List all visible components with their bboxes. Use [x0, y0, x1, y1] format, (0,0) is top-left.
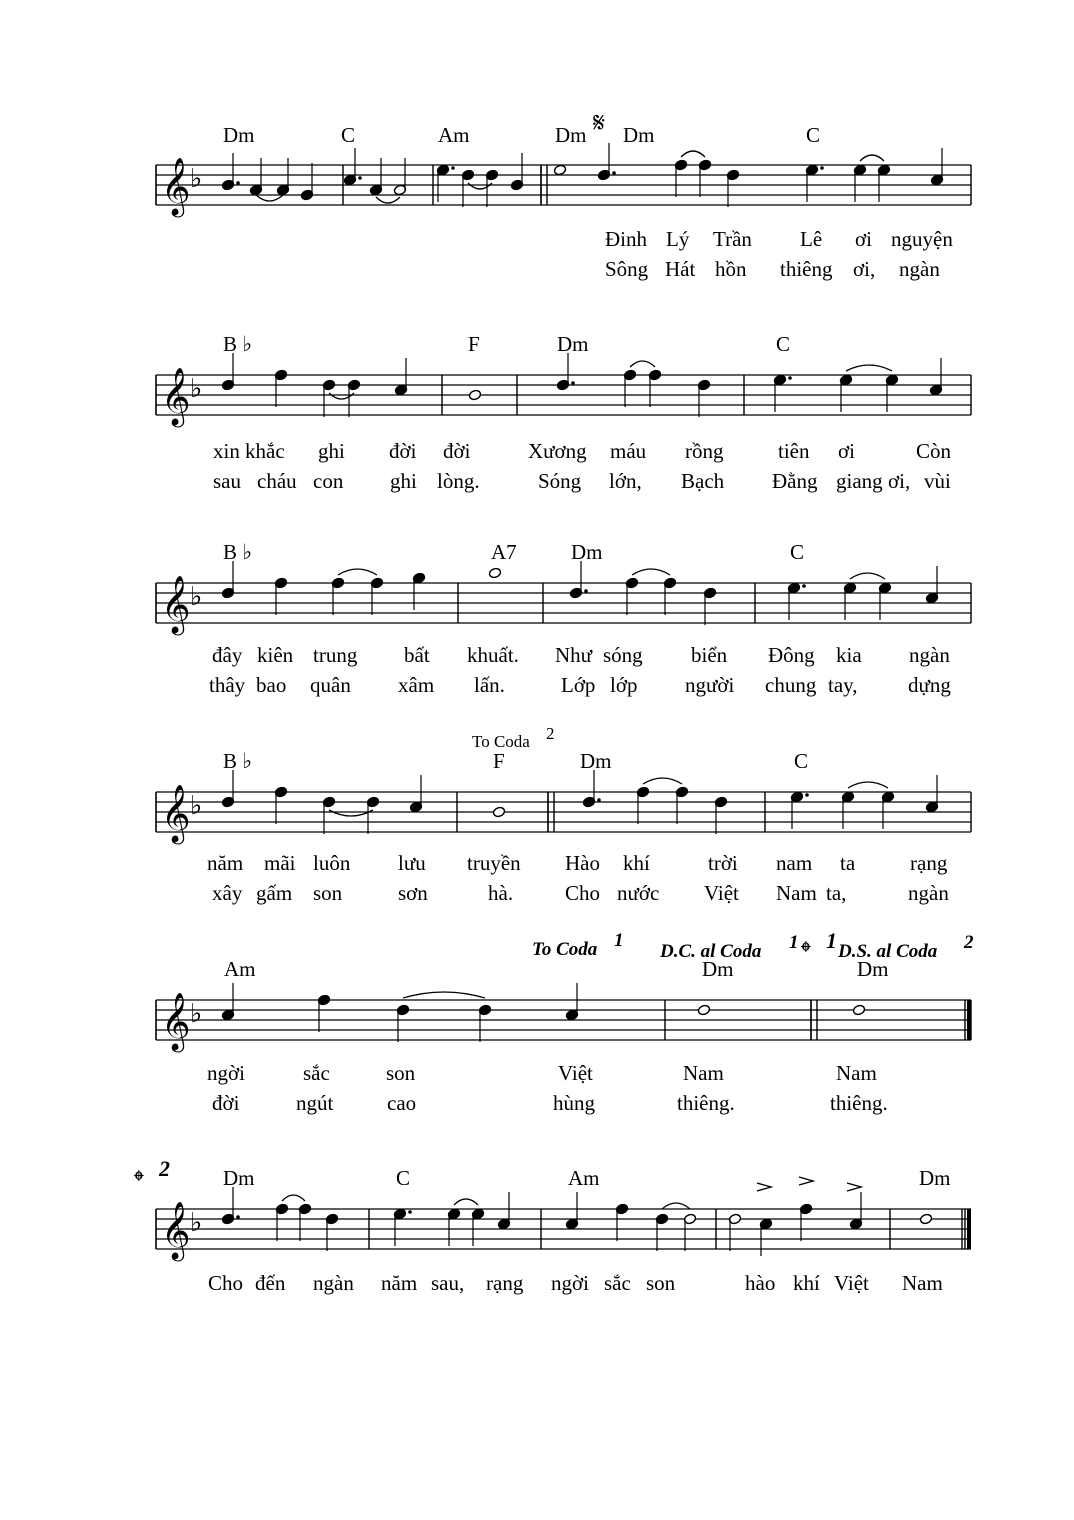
lyric: bất [404, 643, 430, 667]
lyric: sắc [604, 1271, 631, 1295]
chord: A7 [491, 540, 517, 564]
lyric: ngời [207, 1061, 245, 1085]
lyric: vùi [924, 469, 951, 493]
note-dot [597, 798, 601, 802]
coda-number: 2 [159, 1156, 170, 1181]
lyric: Việt [704, 881, 739, 905]
lyric: hùng [553, 1091, 595, 1115]
tie [662, 1203, 690, 1209]
lyric: tay, [828, 673, 858, 697]
ds-al-coda-superscript: 2 [964, 932, 974, 953]
lyric: khuất. [467, 643, 519, 667]
note-dot [358, 176, 362, 180]
lyric: xin [213, 439, 240, 463]
chord: B ♭ [223, 540, 253, 564]
lyric: Nam [683, 1061, 724, 1085]
lyric: ngàn [313, 1271, 354, 1295]
note-dot [236, 181, 240, 185]
chord: Dm [223, 123, 255, 147]
tie [338, 569, 377, 575]
chord: F [468, 332, 480, 356]
lyric: sơn [398, 881, 428, 905]
note-dot [612, 171, 616, 175]
lyric: máu [610, 439, 647, 463]
note-dot [584, 589, 588, 593]
lyric: ghi [390, 469, 417, 493]
note-head [488, 567, 501, 579]
lyric: ơi [838, 439, 855, 463]
lyric: đời [212, 1091, 240, 1115]
notes [221, 143, 943, 1256]
lyric: ta [840, 851, 856, 875]
lyric: lớn, [609, 469, 642, 493]
lyric: sau, [431, 1271, 465, 1295]
accent-mark [847, 1183, 861, 1191]
chord: C [806, 123, 821, 147]
accent-mark [757, 1183, 771, 1191]
lyric: khí [793, 1271, 820, 1295]
tie [643, 778, 682, 784]
chord: C [396, 1166, 411, 1190]
lyric: kia [836, 643, 862, 667]
note-dot [451, 166, 455, 170]
lyric: đến [255, 1271, 286, 1295]
tie [454, 1199, 478, 1205]
lyric: rạng [910, 851, 948, 875]
chord: Dm [580, 749, 612, 773]
system-4 [207, 724, 949, 905]
lyric: lớp [610, 673, 638, 697]
tie [468, 183, 492, 189]
note-dot [820, 166, 824, 170]
tie [632, 569, 670, 575]
tie [848, 782, 888, 788]
chord: Dm [919, 1166, 951, 1190]
lyric: ngàn [899, 257, 940, 281]
tie [256, 195, 283, 201]
note-dot [802, 584, 806, 588]
lyric: Lớp [561, 673, 596, 697]
treble-clef-icon: 𝄞 [161, 367, 191, 425]
system-5 [207, 928, 974, 1115]
tie [329, 393, 354, 399]
note-dot [408, 1210, 412, 1214]
chord: Am [568, 1166, 600, 1190]
chord: Dm [555, 123, 587, 147]
tie [846, 365, 892, 371]
lyric: Đằng [772, 469, 818, 493]
chord: B ♭ [223, 749, 253, 773]
tie [850, 573, 885, 579]
chord: Am [438, 123, 470, 147]
lyric: gấm [256, 881, 293, 905]
chord: C [776, 332, 791, 356]
to-coda-superscript: 2 [546, 724, 555, 743]
lyric: chung [765, 673, 817, 697]
lyric: Sông [605, 257, 649, 281]
chord: Dm [857, 957, 889, 981]
lyric: thiêng. [830, 1091, 888, 1115]
treble-clef-icon: 𝄞 [161, 157, 191, 215]
lyric: rạng [486, 1271, 524, 1295]
accent-mark [799, 1177, 813, 1185]
lyric: bao [256, 673, 287, 697]
note-dot [236, 1215, 240, 1219]
note-head [553, 164, 566, 176]
dc-al-coda-superscript: 1 [789, 932, 799, 953]
lyric: xây [212, 881, 243, 905]
lyric: ngàn [908, 881, 949, 905]
key-flat-icon: ♭ [190, 582, 203, 612]
lyric: Việt [558, 1061, 593, 1085]
lyric: khí [623, 851, 650, 875]
lyric: rồng [685, 439, 724, 463]
lyric: quân [310, 673, 351, 697]
lyric: trời [708, 851, 738, 875]
treble-clef-icon: 𝄞 [161, 1201, 191, 1259]
lyric: Hát [665, 257, 696, 281]
system-6 [134, 1156, 951, 1295]
lyric: Đinh [605, 227, 647, 251]
lyric: son [646, 1271, 676, 1295]
key-flat-icon: ♭ [190, 999, 203, 1029]
key-flat-icon: ♭ [190, 791, 203, 821]
lyric: Nam [836, 1061, 877, 1085]
chord: Dm [702, 957, 734, 981]
note-dot [805, 793, 809, 797]
lyric: truyền [467, 851, 521, 875]
lyric: Cho [208, 1271, 244, 1295]
lyric: cao [387, 1091, 417, 1115]
lyric: biển [691, 643, 728, 667]
lyric: Hào [565, 851, 600, 875]
lyric: nguyện [891, 227, 953, 251]
chord: C [794, 749, 809, 773]
treble-clef-icon: 𝄞 [161, 784, 191, 842]
lyric: ngút [296, 1091, 334, 1115]
tie [860, 155, 884, 161]
treble-clef-icon: 𝄞 [161, 992, 191, 1050]
lyric: ơi [855, 227, 872, 251]
lyric: thây [209, 673, 246, 697]
coda-icon: 𝄌 [134, 1164, 144, 1197]
lyric: người [685, 673, 735, 697]
lyric: xâm [398, 673, 435, 697]
lyric: hồn [715, 257, 747, 281]
key-flat-icon: ♭ [190, 374, 203, 404]
lyric: trung [313, 643, 358, 667]
lyric: Nam [776, 881, 817, 905]
to-coda-marking: To Coda [532, 939, 598, 960]
lyric: lòng. [437, 469, 480, 493]
tie [329, 810, 373, 816]
lyric: hà. [488, 881, 514, 905]
chord: Dm [557, 332, 589, 356]
lyric: sau [213, 469, 241, 493]
lyric: ta, [826, 881, 847, 905]
lyric: son [386, 1061, 416, 1085]
lyric: kiên [257, 643, 294, 667]
coda-number: 1 [826, 928, 837, 953]
lyric: dựng [908, 673, 951, 697]
lyric: thiêng. [677, 1091, 735, 1115]
lyric: nam [776, 851, 813, 875]
lyric: Lý [666, 227, 690, 251]
key-flat-icon: ♭ [190, 164, 203, 194]
lyric: ơi, [888, 469, 911, 493]
chord: C [341, 123, 356, 147]
lyric: giang [836, 469, 883, 493]
lyric: nước [617, 881, 660, 905]
lyric: sóng [603, 643, 643, 667]
final-barline [967, 1209, 971, 1249]
lyric: ơi, [853, 257, 876, 281]
segno-sign: 𝄋 [593, 106, 606, 139]
lyric: hào [745, 1271, 776, 1295]
ds-al-coda-marking: D.S. al Coda [838, 941, 938, 962]
treble-clef-icon: 𝄞 [161, 575, 191, 633]
note-head [852, 1004, 865, 1016]
lyric: năm [207, 851, 244, 875]
lyric: Việt [834, 1271, 869, 1295]
lyric: Lê [800, 227, 823, 251]
lyric: năm [381, 1271, 418, 1295]
chord: Dm [571, 540, 603, 564]
lyric: ngàn [909, 643, 950, 667]
dc-al-coda-marking: D.C. al Coda [660, 941, 762, 962]
note-head [919, 1213, 932, 1225]
chord: Dm [623, 123, 655, 147]
chord: Dm [223, 1166, 255, 1190]
chord: F [493, 749, 505, 773]
chord: C [790, 540, 805, 564]
to-coda-superscript: 1 [614, 930, 624, 951]
lyric: Xương [528, 439, 587, 463]
lyric: con [313, 469, 344, 493]
lyric: Bạch [681, 469, 725, 493]
lyric: lấn. [474, 673, 505, 697]
lyric: Sóng [538, 469, 582, 493]
system-3 [209, 540, 951, 697]
final-barline [967, 1000, 971, 1040]
lyric: lưu [398, 851, 426, 875]
lyric: Đông [768, 643, 815, 667]
lyric: đời [389, 439, 417, 463]
chord: B ♭ [223, 332, 253, 356]
key-flat-icon: ♭ [190, 1208, 203, 1238]
tie [376, 197, 400, 203]
note-dot [788, 376, 792, 380]
note-head [492, 806, 505, 818]
tie [630, 361, 655, 367]
lyric: son [313, 881, 343, 905]
tie [681, 151, 705, 157]
lyric: cháu [257, 469, 297, 493]
lyric: đây [212, 643, 243, 667]
lyric: Còn [916, 439, 952, 463]
lyric: sắc [303, 1061, 330, 1085]
note-head [468, 389, 481, 401]
coda-icon: 𝄌 [801, 935, 811, 968]
tie [403, 992, 485, 998]
tie [282, 1195, 305, 1201]
to-coda-marking: To Coda [472, 732, 530, 751]
lyric: đời [443, 439, 471, 463]
note-dot [571, 381, 575, 385]
note-head [697, 1004, 710, 1016]
lyric: tiên [778, 439, 810, 463]
lyric: khắc [245, 439, 285, 463]
lyric: luôn [313, 851, 351, 875]
lyric: thiêng [780, 257, 833, 281]
lyric: ngời [551, 1271, 589, 1295]
lyric: ghi [318, 439, 345, 463]
lyric: Cho [565, 881, 601, 905]
lyric: mãi [264, 851, 296, 875]
chord: Am [224, 957, 256, 981]
system-1 [223, 106, 953, 281]
lyric: Nam [902, 1271, 943, 1295]
lyric: Như [555, 643, 593, 667]
lyric: Trần [713, 227, 752, 251]
